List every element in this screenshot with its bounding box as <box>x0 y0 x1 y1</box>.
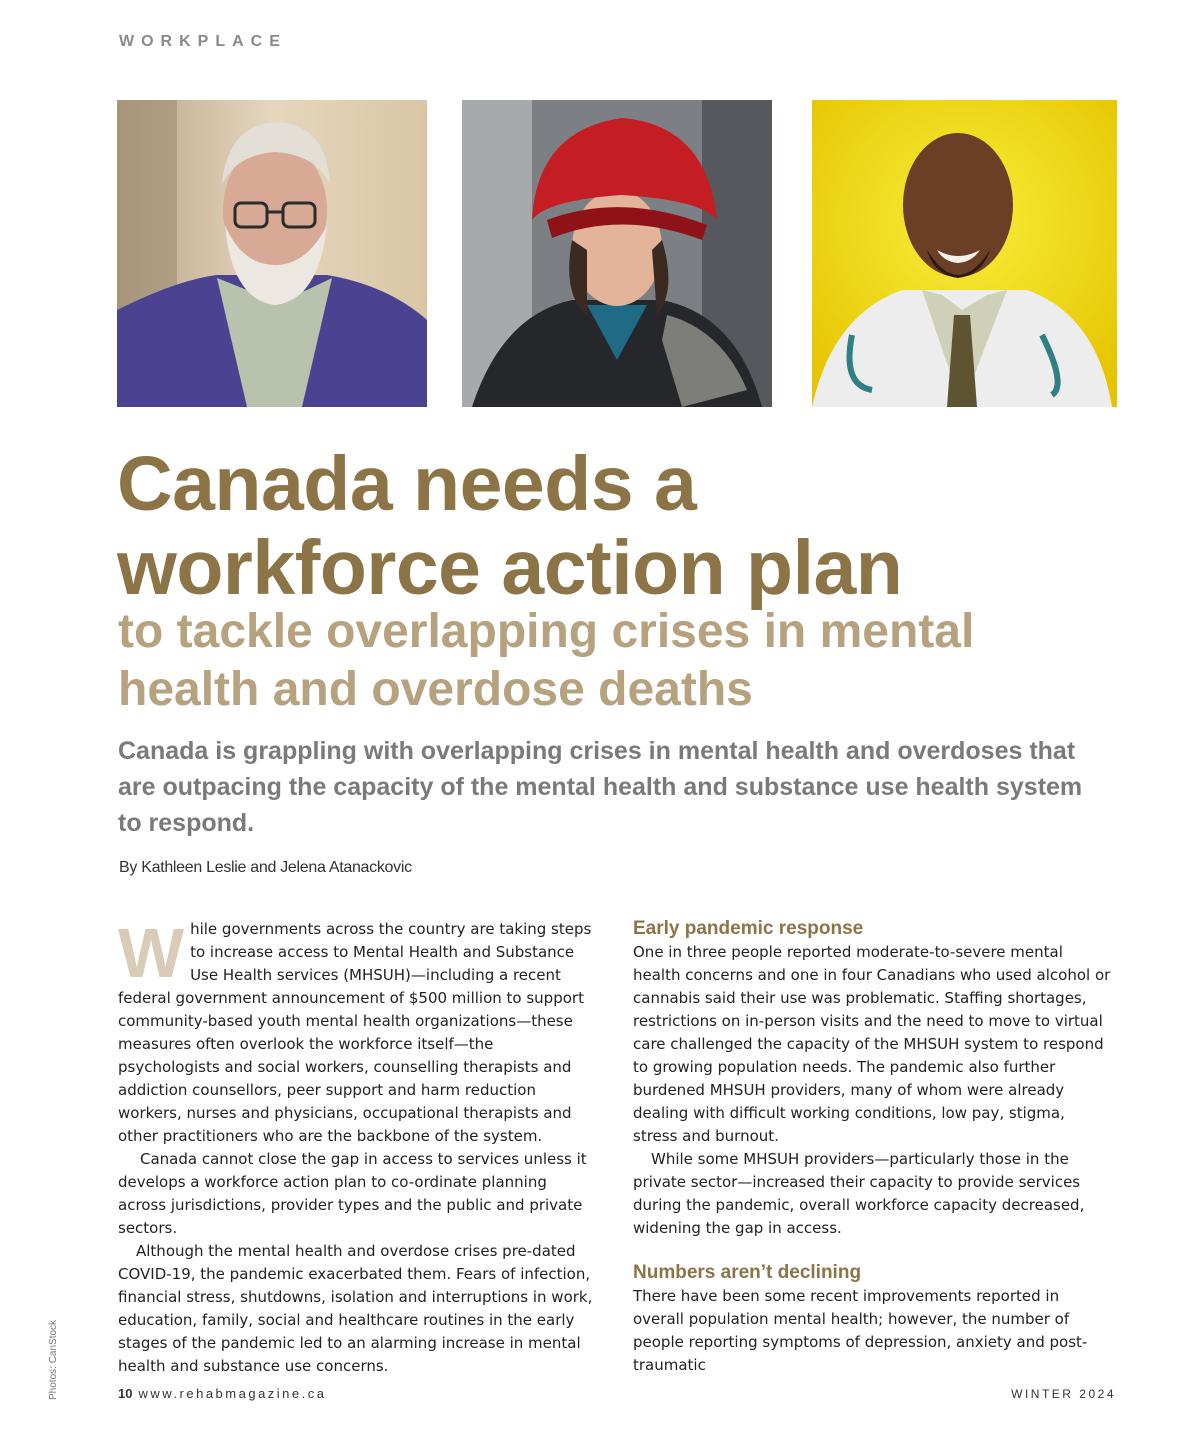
headline-title <box>117 442 1117 610</box>
paragraph-5: While some MHSUH providers—particularly those in the private sector—increased their capacity to provide services during the pandemic, overall workforce capacity decreased, widening the gap in access. <box>633 1150 1085 1237</box>
title-line-2: workforce action plan <box>117 525 903 611</box>
article-column-right <box>633 918 1113 1377</box>
subhead-numbers: Numbers aren’t declining <box>633 1262 862 1283</box>
paragraph-6: There have been some recent improvements reported in overall population mental health; however, the number of people reporting symptoms of depression, anxiety and post-traumatic <box>633 1287 1088 1374</box>
drop-cap: W <box>118 914 185 992</box>
subtitle-line-2: health and overdose deaths <box>118 663 753 716</box>
byline: By Kathleen Leslie and Jelena Atanackovic <box>119 859 412 876</box>
issue-label: WINTER 2024 <box>1011 1387 1116 1401</box>
website-link[interactable]: www.rehabmagazine.ca <box>138 1386 327 1401</box>
paragraph-4: One in three people reported moderate-to-severe mental health concerns and one in four Canadians who used alcohol or cannabis said their use was problematic. Staffing shortages, restrictions on in-person visits and the need to move to virtual care challenged the capacity of the MHSUH system to respond to growing population needs. The pandemic also further burdened MHSUH providers, many of whom were already dealing with difficult working conditions, low pay, stigma, stress and burnout. <box>633 943 1111 1145</box>
headline-subtitle <box>118 603 1138 719</box>
section-label: WORKPLACE <box>119 33 287 50</box>
footer-left <box>118 1386 327 1401</box>
paragraph-3: Although the mental health and overdose crises pre-dated COVID-19, the pandemic exacerbated them. Fears of infection, financial stress, shutdowns, isolation and interruptions in work, education, family, social and healthcare routines in the early stages of the pandemic led to an alarming increase in mental health and substance use concerns. <box>118 1242 593 1375</box>
firefighter-photo <box>462 100 772 407</box>
paragraph-1 <box>118 914 598 1148</box>
doctor-photo <box>812 100 1117 407</box>
subhead-early-pandemic: Early pandemic response <box>633 918 864 939</box>
paragraph-2: Canada cannot close the gap in access to services unless it develops a workforce action plan to co-ordinate planning across jurisdictions, provider types and the public and private sectors. <box>118 1150 587 1237</box>
paragraph-1-line-2: to increase access to Mental Health and Substance <box>190 943 575 961</box>
paragraph-1-line-1: hile governments across the country are taking steps <box>190 920 592 938</box>
article-column-left <box>118 914 598 1378</box>
paragraph-1-rest: federal government announcement of $500 million to support community-based youth mental health organizations—these measures often overlook the workforce itself—the psychologists and social workers, counselling therapists and addiction counsellors, peer support and harm reduction workers, nurses and physicians, occupational therapists and other practitioners who are the backbone of the system. <box>118 989 584 1145</box>
article-deck: Canada is grappling with overlapping crises in mental health and overdoses that are outpacing the capacity of the mental health and substance use health system to respond. <box>118 737 1083 837</box>
photo-credit: Photos: CanStock <box>48 1319 59 1400</box>
paragraph-1-line-3: Use Health services (MHSUH)—including a recent <box>190 966 561 984</box>
page-number: 10 <box>118 1386 133 1401</box>
title-line-1: Canada needs a <box>117 441 697 527</box>
older-craftsman-photo <box>117 100 427 407</box>
subtitle-line-1: to tackle overlapping crises in mental <box>118 605 975 658</box>
